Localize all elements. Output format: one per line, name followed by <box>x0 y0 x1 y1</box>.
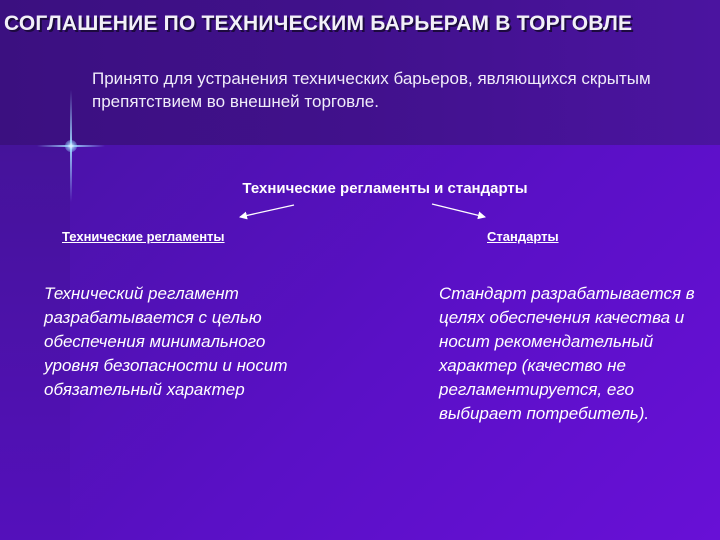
diagram-root-label: Технические регламенты и стандарты <box>242 180 528 197</box>
standards-heading: Стандарты <box>487 229 559 244</box>
intro-text: Принято для устранения технических барьеров, являющихся скрытым препятствием во внешней торговле. <box>92 69 651 111</box>
standard-description: Стандарт разрабатывается в целях обеспечения качества и носит рекомендательный характер (качество не регламентируется, его выбирает потребитель). <box>439 284 695 423</box>
tech-regulation-description: Технический регламент разрабатывается с целью обеспечения минимального уровня безопасности и носит обязательный характер <box>44 284 288 399</box>
arrow-left <box>240 205 294 217</box>
tech-regulations-heading: Технические регламенты <box>62 229 225 244</box>
slide-title: СОГЛАШЕНИЕ ПО ТЕХНИЧЕСКИМ БАРЬЕРАМ В ТОРГОВЛЕ <box>4 12 633 35</box>
arrow-right <box>432 204 485 217</box>
